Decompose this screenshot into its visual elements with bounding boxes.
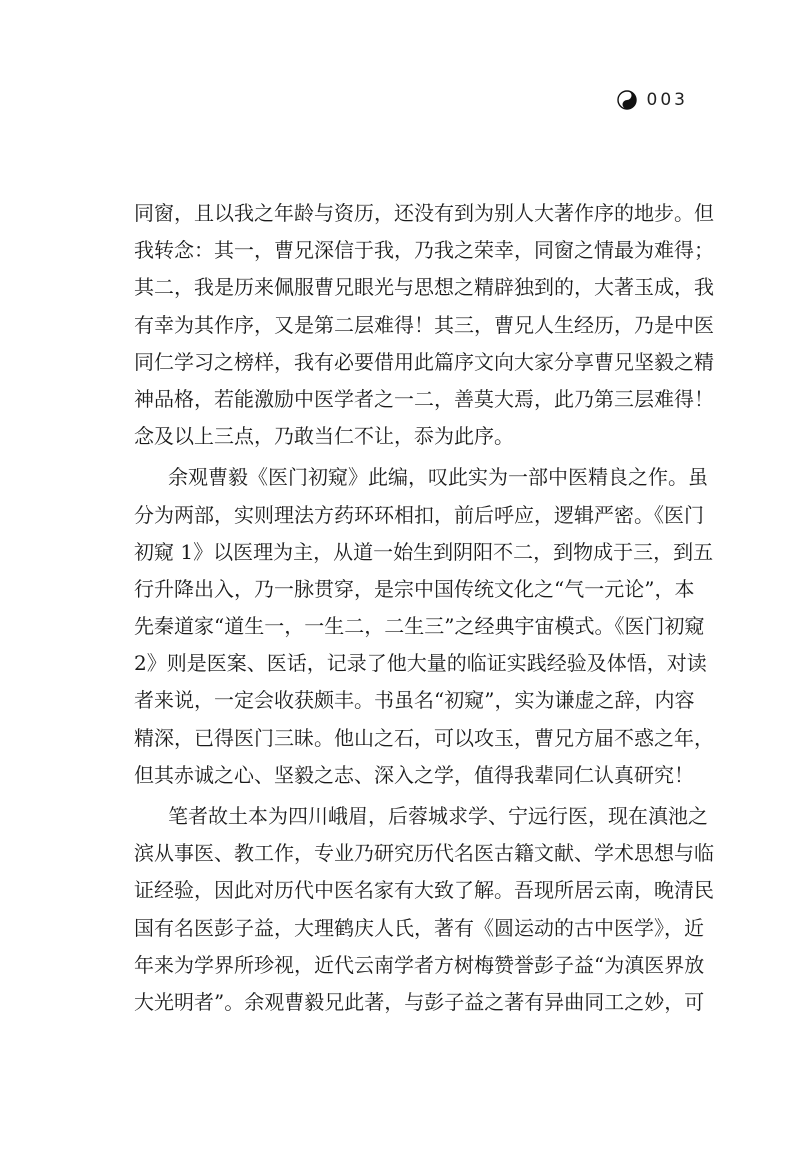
text-line: 国有名医彭子益，大理鹤庆人氏，著有《圆运动的古中医学》，近 [134,915,704,940]
text-line: 我转念：其一，曹兄深信于我，乃我之荣幸，同窗之情最为难得； [134,238,714,263]
text-line: 余观曹毅《医门初窥》此编，叹此实为一部中医精良之作。虽 [168,465,708,490]
paragraph-2 [134,459,714,794]
text-line: 同仁学习之榜样，我有必要借用此篇序文向大家分享曹兄坚毅之精 [134,349,714,374]
text-line: 有幸为其作序，又是第二层难得！其三，曹兄人生经历，乃是中医 [134,312,714,337]
text-line: 大光明者”。余观曹毅兄此著，与彭子益之著有异曲同工之妙，可 [134,989,705,1014]
text-line: 者来说，一定会收获颇丰。书虽名“初窥”，实为谦虚之辞，内容 [134,688,695,713]
paragraph-3 [134,798,714,1021]
page-header [617,89,688,111]
text-line: 年来为学界所珍视，近代云南学者方树梅赞誉彭子益“为滇医界放 [134,952,705,977]
paragraph-1 [134,195,714,455]
body-text [134,195,714,1021]
text-line: 神品格，若能激励中医学者之一二，善莫大焉，此乃第三层难得！ [134,386,714,411]
text-line: 笔者故土本为四川峨眉，后蓉城求学、宁远行医，现在滇池之 [168,804,708,828]
text-line: 分为两部，实则理法方药环环相扣，前后呼应，逻辑严密。《医门 [134,502,704,527]
text-line: 同窗，且以我之年龄与资历，还没有到为别人大著作序的地步。但 [134,201,714,225]
text-line: 念及以上三点，乃敢当仁不让，忝为此序。 [134,424,514,449]
text-line: 滨从事医、教工作，专业乃研究历代名医古籍文献、学术思想与临 [134,841,714,866]
text-line: 证经验，因此对历代中医名家有大致了解。吾现所居云南，晚清民 [134,878,714,903]
yin-yang-icon [617,90,637,110]
text-line: 初窥 1》以医理为主，从道一始生到阴阳不二，到物成于三，到五 [134,539,714,564]
text-line: 精深，已得医门三昧。他山之石，可以攻玉，曹兄方届不惑之年， [134,725,714,750]
text-line: 其二，我是历来佩服曹兄眼光与思想之精辟独到的，大著玉成，我 [134,275,714,300]
text-line: 2》则是医案、医话，记录了他大量的临证实践经验及体悟，对读 [134,651,707,676]
text-line: 但其赤诚之心、坚毅之志、深入之学，值得我辈同仁认真研究！ [134,762,694,787]
text-line: 先秦道家“道生一，一生二，二生三”之经典宇宙模式。《医门初窥 [134,614,705,639]
page-number: 003 [646,90,688,110]
text-line: 行升降出入，乃一脉贯穿，是宗中国传统文化之“气一元论”，本 [134,576,695,601]
